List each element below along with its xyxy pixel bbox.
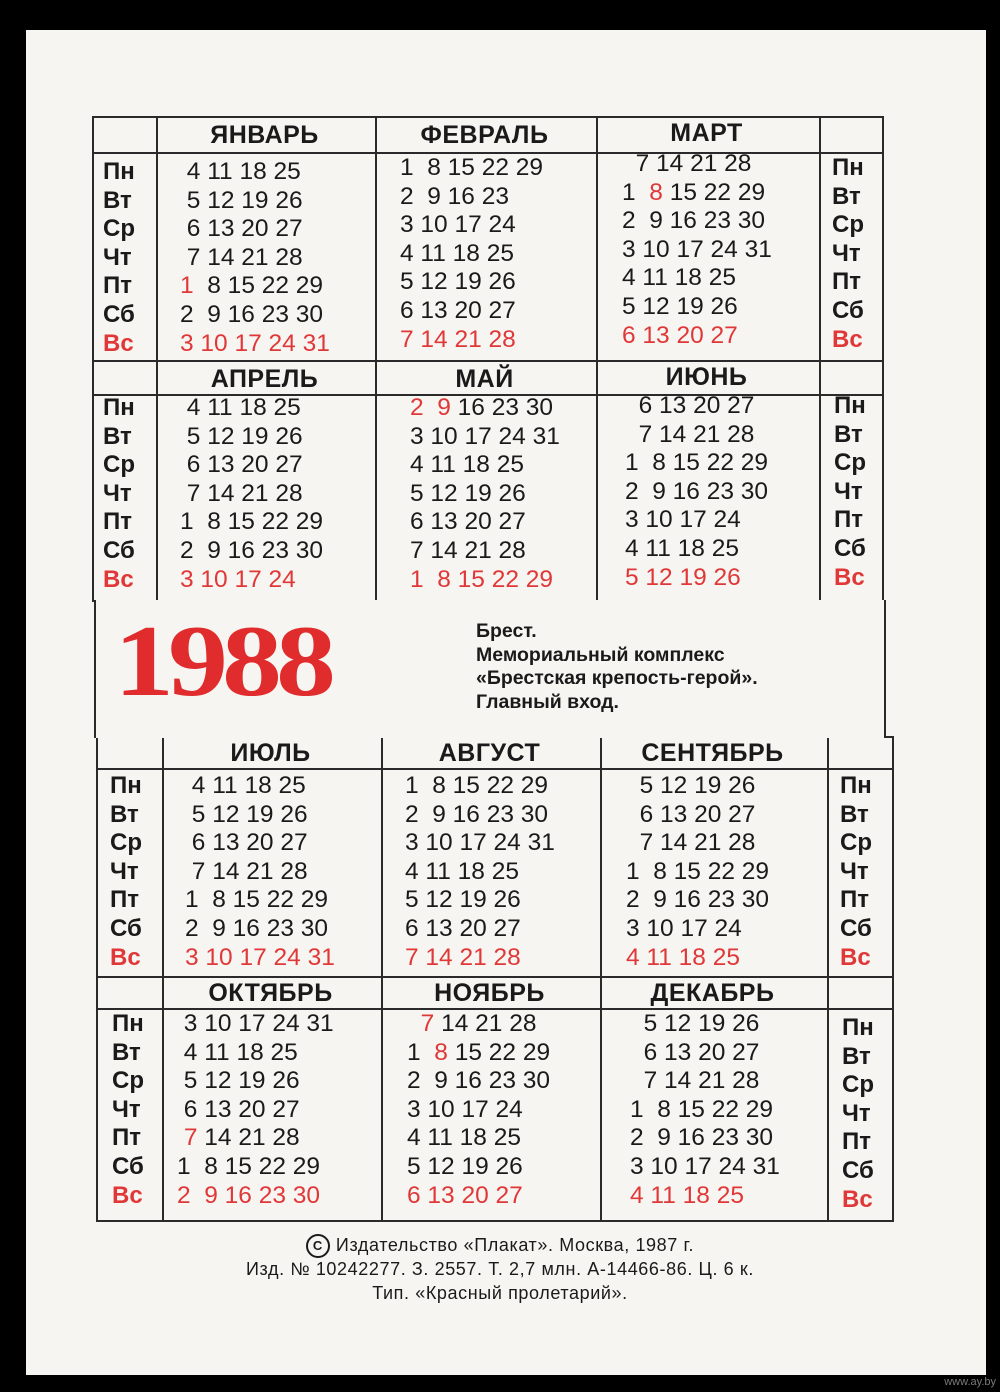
imprint-line-2 bbox=[0, 1259, 1000, 1280]
day-name: Чт bbox=[832, 239, 861, 267]
week-row: 7 14 21 28 bbox=[180, 243, 303, 271]
week-row: 5 12 19 26 bbox=[410, 479, 526, 507]
month-name: ОКТЯБРЬ bbox=[208, 979, 333, 1007]
day-name: Вс bbox=[103, 565, 134, 593]
week-row: 6 13 20 27 bbox=[405, 914, 521, 942]
day-name: Вт bbox=[103, 186, 132, 214]
day-name: Вс bbox=[840, 943, 871, 971]
week-row: 1 8 15 22 29 bbox=[180, 508, 324, 536]
week-row: 3 10 17 24 31 bbox=[180, 329, 330, 357]
day-name: Сб bbox=[834, 534, 866, 562]
month-days bbox=[630, 1010, 780, 1210]
week-row: 1 8 15 22 29 bbox=[180, 272, 324, 300]
day-name: Пт bbox=[112, 1124, 142, 1152]
week-row: 5 12 19 26 bbox=[625, 563, 741, 591]
week-row: 2 9 16 23 30 bbox=[410, 394, 554, 421]
week-row: 3 10 17 24 31 bbox=[185, 943, 335, 971]
week-row: 1 8 15 22 29 bbox=[405, 772, 549, 799]
caption-line: Главный вход. bbox=[476, 690, 619, 713]
week-row: 7 14 21 28 bbox=[185, 857, 308, 885]
day-name: Пн bbox=[840, 772, 872, 799]
week-row: 2 9 16 23 30 bbox=[630, 1124, 774, 1152]
day-name: Сб bbox=[842, 1156, 874, 1184]
day-name: Чт bbox=[103, 479, 132, 507]
week-row: 5 12 19 26 bbox=[622, 292, 738, 320]
week-row: 2 9 16 23 30 bbox=[180, 536, 324, 564]
week-row: 2 9 16 23 bbox=[400, 182, 509, 210]
day-name: Вт bbox=[110, 800, 139, 828]
week-row: 6 13 20 27 bbox=[626, 800, 756, 828]
caption-line: Брест. bbox=[476, 620, 537, 642]
week-row: 3 10 17 24 31 bbox=[177, 1010, 334, 1037]
week-row: 5 12 19 26 bbox=[626, 772, 756, 799]
week-row: 7 14 21 28 bbox=[180, 479, 303, 507]
month-name: СЕНТЯБРЬ bbox=[641, 739, 784, 767]
day-name: Ср bbox=[112, 1067, 144, 1095]
week-row: 1 8 15 22 29 bbox=[622, 178, 766, 206]
week-row: 3 10 17 24 bbox=[625, 506, 741, 534]
week-row: 4 11 18 25 bbox=[630, 1181, 744, 1209]
month-name: ИЮНЬ bbox=[665, 363, 748, 391]
day-name: Ср bbox=[832, 211, 864, 239]
day-name: Пн bbox=[103, 158, 135, 185]
copyright-icon: C bbox=[306, 1234, 330, 1258]
imprint-text: Изд. № 10242277. З. 2557. Т. 2,7 млн. А-14466-86. Ц. 6 к. bbox=[246, 1259, 754, 1279]
week-row: 4 11 18 25 bbox=[407, 1124, 521, 1152]
day-names-left-q1 bbox=[103, 158, 135, 358]
holiday-date: 8 bbox=[649, 178, 663, 206]
day-names-right-q3 bbox=[840, 772, 872, 972]
week-row: 2 9 16 23 30 bbox=[622, 207, 766, 235]
day-name: Вт bbox=[832, 182, 861, 210]
day-name: Вс bbox=[832, 325, 863, 353]
week-row: 3 10 17 24 31 bbox=[405, 829, 555, 857]
day-name: Пн bbox=[112, 1010, 144, 1037]
day-name: Чт bbox=[840, 857, 869, 885]
month-days bbox=[180, 394, 323, 594]
week-row: 5 12 19 26 bbox=[185, 800, 308, 828]
week-row: 6 13 20 27 bbox=[630, 1038, 760, 1066]
week-row: 4 11 18 25 bbox=[185, 772, 306, 799]
week-row: 4 11 18 25 bbox=[177, 1038, 298, 1066]
week-row: 7 14 21 28 bbox=[400, 325, 516, 353]
week-row: 5 12 19 26 bbox=[630, 1010, 760, 1037]
week-row: 6 13 20 27 bbox=[407, 1181, 523, 1209]
week-row: 7 14 21 28 bbox=[405, 943, 521, 971]
day-name: Ср bbox=[103, 451, 135, 479]
day-name: Пт bbox=[832, 268, 862, 296]
day-name: Ср bbox=[103, 215, 135, 243]
week-row: 4 11 18 25 bbox=[400, 239, 514, 267]
caption-line: «Брестская крепость-герой». bbox=[476, 667, 758, 689]
week-row: 3 10 17 24 bbox=[400, 211, 516, 239]
day-name: Пт bbox=[834, 506, 864, 534]
title-band bbox=[94, 600, 886, 738]
day-name: Вт bbox=[840, 800, 869, 828]
week-row: 1 8 15 22 29 bbox=[626, 857, 770, 885]
week-row: 6 13 20 27 bbox=[177, 1095, 300, 1123]
week-row: 4 11 18 25 bbox=[405, 857, 519, 885]
photo-caption bbox=[476, 620, 758, 714]
week-row: 1 8 15 22 29 bbox=[185, 886, 329, 914]
week-row: 3 10 17 24 bbox=[407, 1095, 523, 1123]
month-days bbox=[625, 392, 768, 592]
month-days bbox=[405, 772, 555, 972]
day-name: Вс bbox=[834, 563, 865, 591]
week-row: 7 14 21 28 bbox=[625, 420, 755, 448]
week-row: 2 9 16 23 30 bbox=[407, 1067, 551, 1095]
day-name: Ср bbox=[834, 449, 866, 477]
day-name: Ср bbox=[842, 1071, 874, 1099]
week-row: 1 8 15 22 29 bbox=[400, 154, 544, 181]
day-name: Сб bbox=[103, 536, 135, 564]
week-row: 4 11 18 25 bbox=[410, 451, 524, 479]
week-row: 5 12 19 26 bbox=[180, 186, 303, 214]
day-name: Пт bbox=[110, 886, 140, 914]
week-row: 1 8 15 22 29 bbox=[630, 1095, 774, 1123]
day-name: Сб bbox=[840, 914, 872, 942]
imprint-text: Издательство «Плакат». Москва, 1987 г. bbox=[335, 1234, 695, 1255]
week-row: 4 11 18 25 bbox=[625, 534, 739, 562]
day-names-left-q4 bbox=[112, 1010, 144, 1210]
day-name: Сб bbox=[103, 300, 135, 328]
day-name: Вс bbox=[110, 943, 141, 971]
month-days bbox=[407, 1010, 550, 1210]
week-row: 1 8 15 22 29 bbox=[177, 1152, 321, 1180]
month-name: НОЯБРЬ bbox=[434, 979, 545, 1007]
week-row: 1 8 15 22 29 bbox=[410, 565, 554, 593]
week-row: 2 9 16 23 30 bbox=[180, 300, 324, 328]
month-days bbox=[180, 158, 330, 358]
week-row: 6 13 20 27 bbox=[180, 215, 303, 243]
week-row: 6 13 20 27 bbox=[625, 392, 755, 419]
week-row: 5 12 19 26 bbox=[177, 1067, 300, 1095]
imprint-line-1 bbox=[0, 1234, 1000, 1258]
week-row: 6 13 20 27 bbox=[400, 296, 516, 324]
day-names-right-q4 bbox=[842, 1014, 874, 1214]
week-row: 7 14 21 28 bbox=[622, 150, 752, 177]
day-name: Пт bbox=[840, 886, 870, 914]
day-names-left-q3 bbox=[110, 772, 142, 972]
day-name: Чт bbox=[112, 1095, 141, 1123]
day-name: Сб bbox=[112, 1152, 144, 1180]
month-name: АПРЕЛЬ bbox=[210, 365, 319, 393]
day-name: Вс bbox=[103, 329, 134, 357]
month-days bbox=[185, 772, 335, 972]
day-name: Чт bbox=[842, 1099, 871, 1127]
month-days bbox=[622, 150, 772, 350]
week-row: 2 9 16 23 30 bbox=[185, 914, 329, 942]
week-row: 4 11 18 25 bbox=[622, 264, 736, 292]
day-names-right-q1 bbox=[832, 154, 864, 354]
week-row: 3 10 17 24 bbox=[180, 565, 296, 593]
week-row: 6 13 20 27 bbox=[622, 321, 738, 349]
day-name: Сб bbox=[832, 296, 864, 324]
year-title: 1988 bbox=[114, 604, 330, 718]
week-row: 7 14 21 28 bbox=[630, 1067, 760, 1095]
day-name: Пн bbox=[834, 392, 866, 419]
day-name: Пт bbox=[103, 508, 133, 536]
week-row: 7 14 21 28 bbox=[410, 536, 526, 564]
day-name: Вт bbox=[112, 1038, 141, 1066]
week-row: 7 14 21 28 bbox=[183, 1124, 300, 1152]
week-row: 5 12 19 26 bbox=[405, 886, 521, 914]
day-name: Пн bbox=[103, 394, 135, 421]
month-days bbox=[400, 154, 543, 354]
holiday-date: 1 bbox=[180, 272, 194, 300]
week-row: 5 12 19 26 bbox=[180, 422, 303, 450]
month-name: ДЕКАБРЬ bbox=[650, 979, 775, 1007]
day-name: Вт bbox=[842, 1042, 871, 1070]
month-name: АВГУСТ bbox=[438, 739, 541, 767]
week-row: 7 14 21 28 bbox=[420, 1010, 537, 1037]
imprint-line-3 bbox=[0, 1283, 1000, 1304]
month-days bbox=[626, 772, 769, 972]
week-row: 2 9 16 23 30 bbox=[177, 1181, 321, 1209]
week-row: 4 11 18 25 bbox=[626, 943, 740, 971]
day-name: Ср bbox=[840, 829, 872, 857]
month-name: ФЕВРАЛЬ bbox=[420, 121, 549, 149]
day-name: Пн bbox=[110, 772, 142, 799]
holiday-date: 2 9 bbox=[410, 394, 451, 421]
week-row: 3 10 17 24 31 bbox=[630, 1152, 780, 1180]
day-names-right-q2 bbox=[834, 392, 866, 592]
week-row: 2 9 16 23 30 bbox=[626, 886, 770, 914]
day-names-left-q2 bbox=[103, 394, 135, 594]
day-name: Чт bbox=[103, 243, 132, 271]
day-name: Вт bbox=[103, 422, 132, 450]
week-row: 2 9 16 23 30 bbox=[625, 477, 769, 505]
month-name: МАЙ bbox=[455, 365, 514, 393]
holiday-date: 7 bbox=[420, 1010, 435, 1037]
week-row: 5 12 19 26 bbox=[407, 1152, 523, 1180]
day-name: Ср bbox=[110, 829, 142, 857]
week-row: 3 10 17 24 31 bbox=[410, 422, 560, 450]
week-row: 3 10 17 24 bbox=[626, 914, 742, 942]
week-row: 4 11 18 25 bbox=[180, 158, 301, 185]
day-name: Сб bbox=[110, 914, 142, 942]
week-row: 7 14 21 28 bbox=[626, 829, 756, 857]
month-days bbox=[177, 1010, 334, 1210]
week-row: 5 12 19 26 bbox=[400, 268, 516, 296]
week-row: 1 8 15 22 29 bbox=[407, 1038, 551, 1066]
week-row: 6 13 20 27 bbox=[185, 829, 308, 857]
week-row: 2 9 16 23 30 bbox=[405, 800, 549, 828]
month-days bbox=[410, 394, 560, 594]
week-row: 1 8 15 22 29 bbox=[625, 449, 769, 477]
week-row: 4 11 18 25 bbox=[180, 394, 301, 421]
month-name: ЯНВАРЬ bbox=[210, 121, 319, 149]
day-name: Вт bbox=[834, 420, 863, 448]
week-row: 3 10 17 24 31 bbox=[622, 235, 772, 263]
day-name: Вс bbox=[842, 1185, 873, 1213]
week-row: 6 13 20 27 bbox=[410, 508, 526, 536]
day-name: Пт bbox=[103, 272, 133, 300]
holiday-date: 7 bbox=[183, 1124, 198, 1152]
caption-line: Мемориальный комплекс bbox=[476, 643, 725, 666]
day-name: Пн bbox=[832, 154, 864, 181]
day-name: Вс bbox=[112, 1181, 143, 1209]
day-name: Пт bbox=[842, 1128, 872, 1156]
day-name: Чт bbox=[110, 857, 139, 885]
day-name: Пн bbox=[842, 1014, 874, 1041]
month-name: МАРТ bbox=[670, 119, 743, 147]
holiday-date: 8 bbox=[434, 1038, 448, 1066]
imprint-text: Тип. «Красный пролетарий». bbox=[372, 1283, 628, 1303]
day-name: Чт bbox=[834, 477, 863, 505]
watermark: www.ay.by bbox=[944, 1376, 996, 1388]
month-name: ИЮЛЬ bbox=[230, 739, 311, 767]
week-row: 6 13 20 27 bbox=[180, 451, 303, 479]
